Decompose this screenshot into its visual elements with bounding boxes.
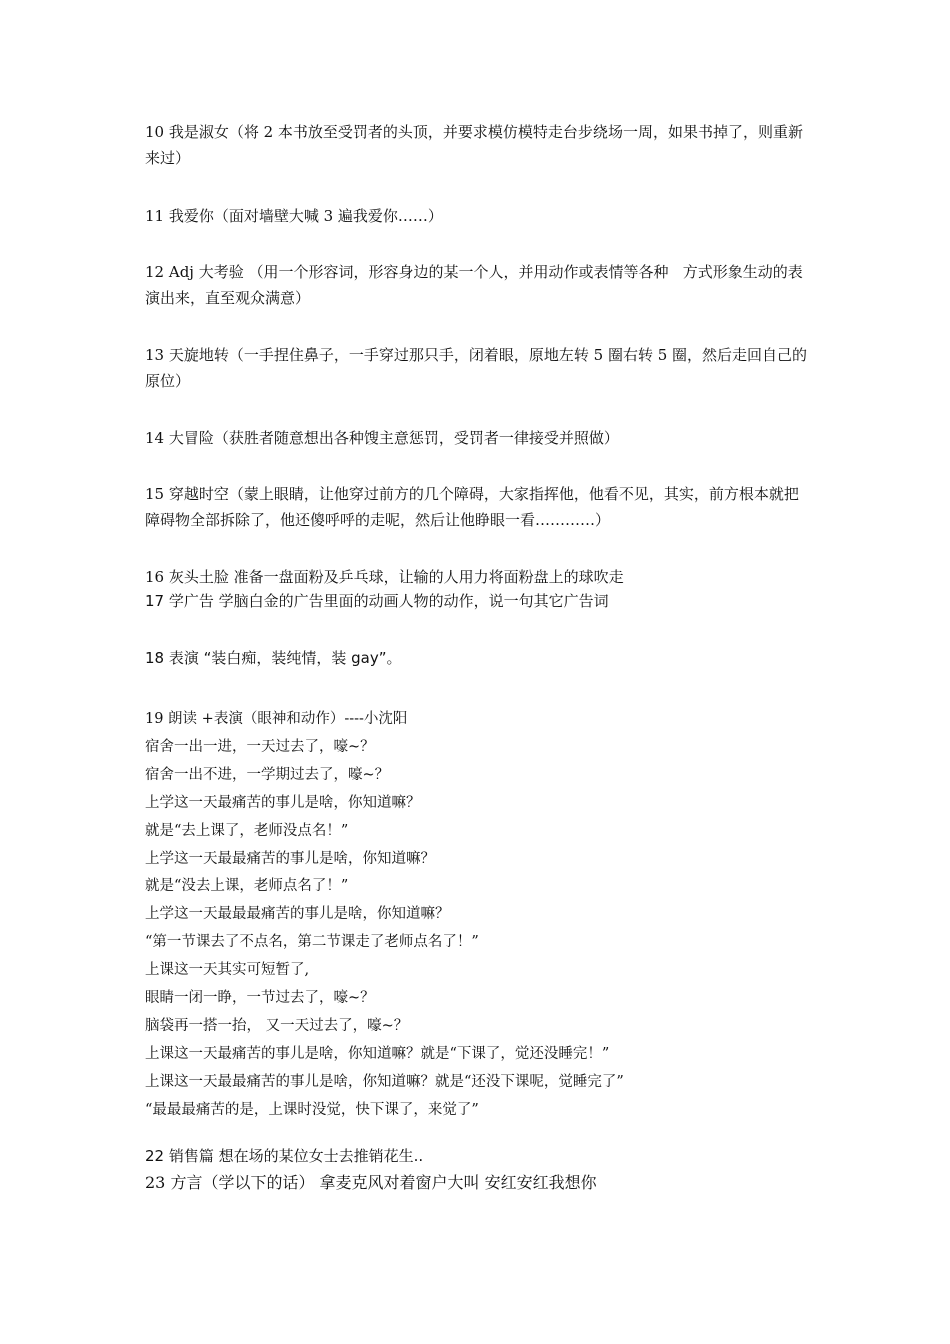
item-19-poem [145,706,624,1125]
poem-line: 就是“没去上课，老师点名了！” [145,878,349,895]
poem-line: 脑袋再一搭一抬， 又一天过去了，嚎~？ [145,1017,409,1034]
poem-line: “第一节课去了不点名，第二节课走了老师点名了！” [145,934,479,951]
item-12: 12 Adj 大考验 （用一个形容词，形容身边的某一个人，并用动作或表情等各种 方式形象生动的表演出来，直至观众满意） [145,263,803,307]
poem-line: 上课这一天其实可短暂了, [145,962,310,979]
item-18: 18 表演 “装白痴，装纯情，装 gay”。 [145,649,402,667]
item-13: 13 天旋地转（一手捏住鼻子，一手穿过那只手，闭着眼，原地左转 5 圈右转 5 圈，然后走回自己的原位） [145,346,808,390]
poem-line: 就是“去上课了，老师没点名！” [145,822,349,839]
item-17: 17 学广告 学脑白金的广告里面的动画人物的动作，说一句其它广告词 [145,592,609,610]
poem-line: 上学这一天最最痛苦的事儿是啥，你知道嘛？ [145,850,435,867]
poem-line: 宿舍一出不进，一学期过去了，嚎~？ [145,766,390,783]
item-16: 16 灰头土脸 准备一盘面粉及乒乓球，让输的人用力将面粉盘上的球吹走 [145,568,624,586]
poem-heading: 19 朗读 +表演（眼神和动作）----小沈阳 [145,711,408,727]
poem-line: 宿舍一出一进，一天过去了，嚎~？ [145,738,375,755]
item-11: 11 我爱你（面对墙壁大喊 3 遍我爱你……） [145,207,443,225]
poem-line: 上学这一天最最最痛苦的事儿是啥，你知道嘛？ [145,906,450,923]
item-23: 23 方言（学以下的话） 拿麦克风对着窗户大叫 安红安红我想你 [145,1173,597,1192]
poem-line: 上课这一天最最痛苦的事儿是啥，你知道嘛？就是“还没下课呢，觉睡完了” [145,1073,624,1090]
item-10: 10 我是淑女（将 2 本书放至受罚者的头顶，并要求模仿模特走台步绕场一周，如果书掉了，则重新来过） [145,123,803,167]
item-22: 22 销售篇 想在场的某位女士去推销花生.. [145,1147,424,1165]
poem-line: 眼睛一闭一睁，一节过去了，嚎~？ [145,990,375,1007]
item-15: 15 穿越时空（蒙上眼睛，让他穿过前方的几个障碍，大家指挥他，他看不见，其实，前方根本就把障碍物全部拆除了，他还傻呼呼的走呢，然后让他睁眼一看…………） [145,485,799,529]
item-14: 14 大冒险（获胜者随意想出各种馊主意惩罚，受罚者一律接受并照做） [145,429,619,447]
poem-line: 上学这一天最痛苦的事儿是啥，你知道嘛？ [145,794,421,811]
poem-line: 上课这一天最痛苦的事儿是啥，你知道嘛？就是“下课了，觉还没睡完！” [145,1045,610,1062]
poem-line: “最最最痛苦的是，上课时没觉，快下课了，来觉了” [145,1101,479,1118]
